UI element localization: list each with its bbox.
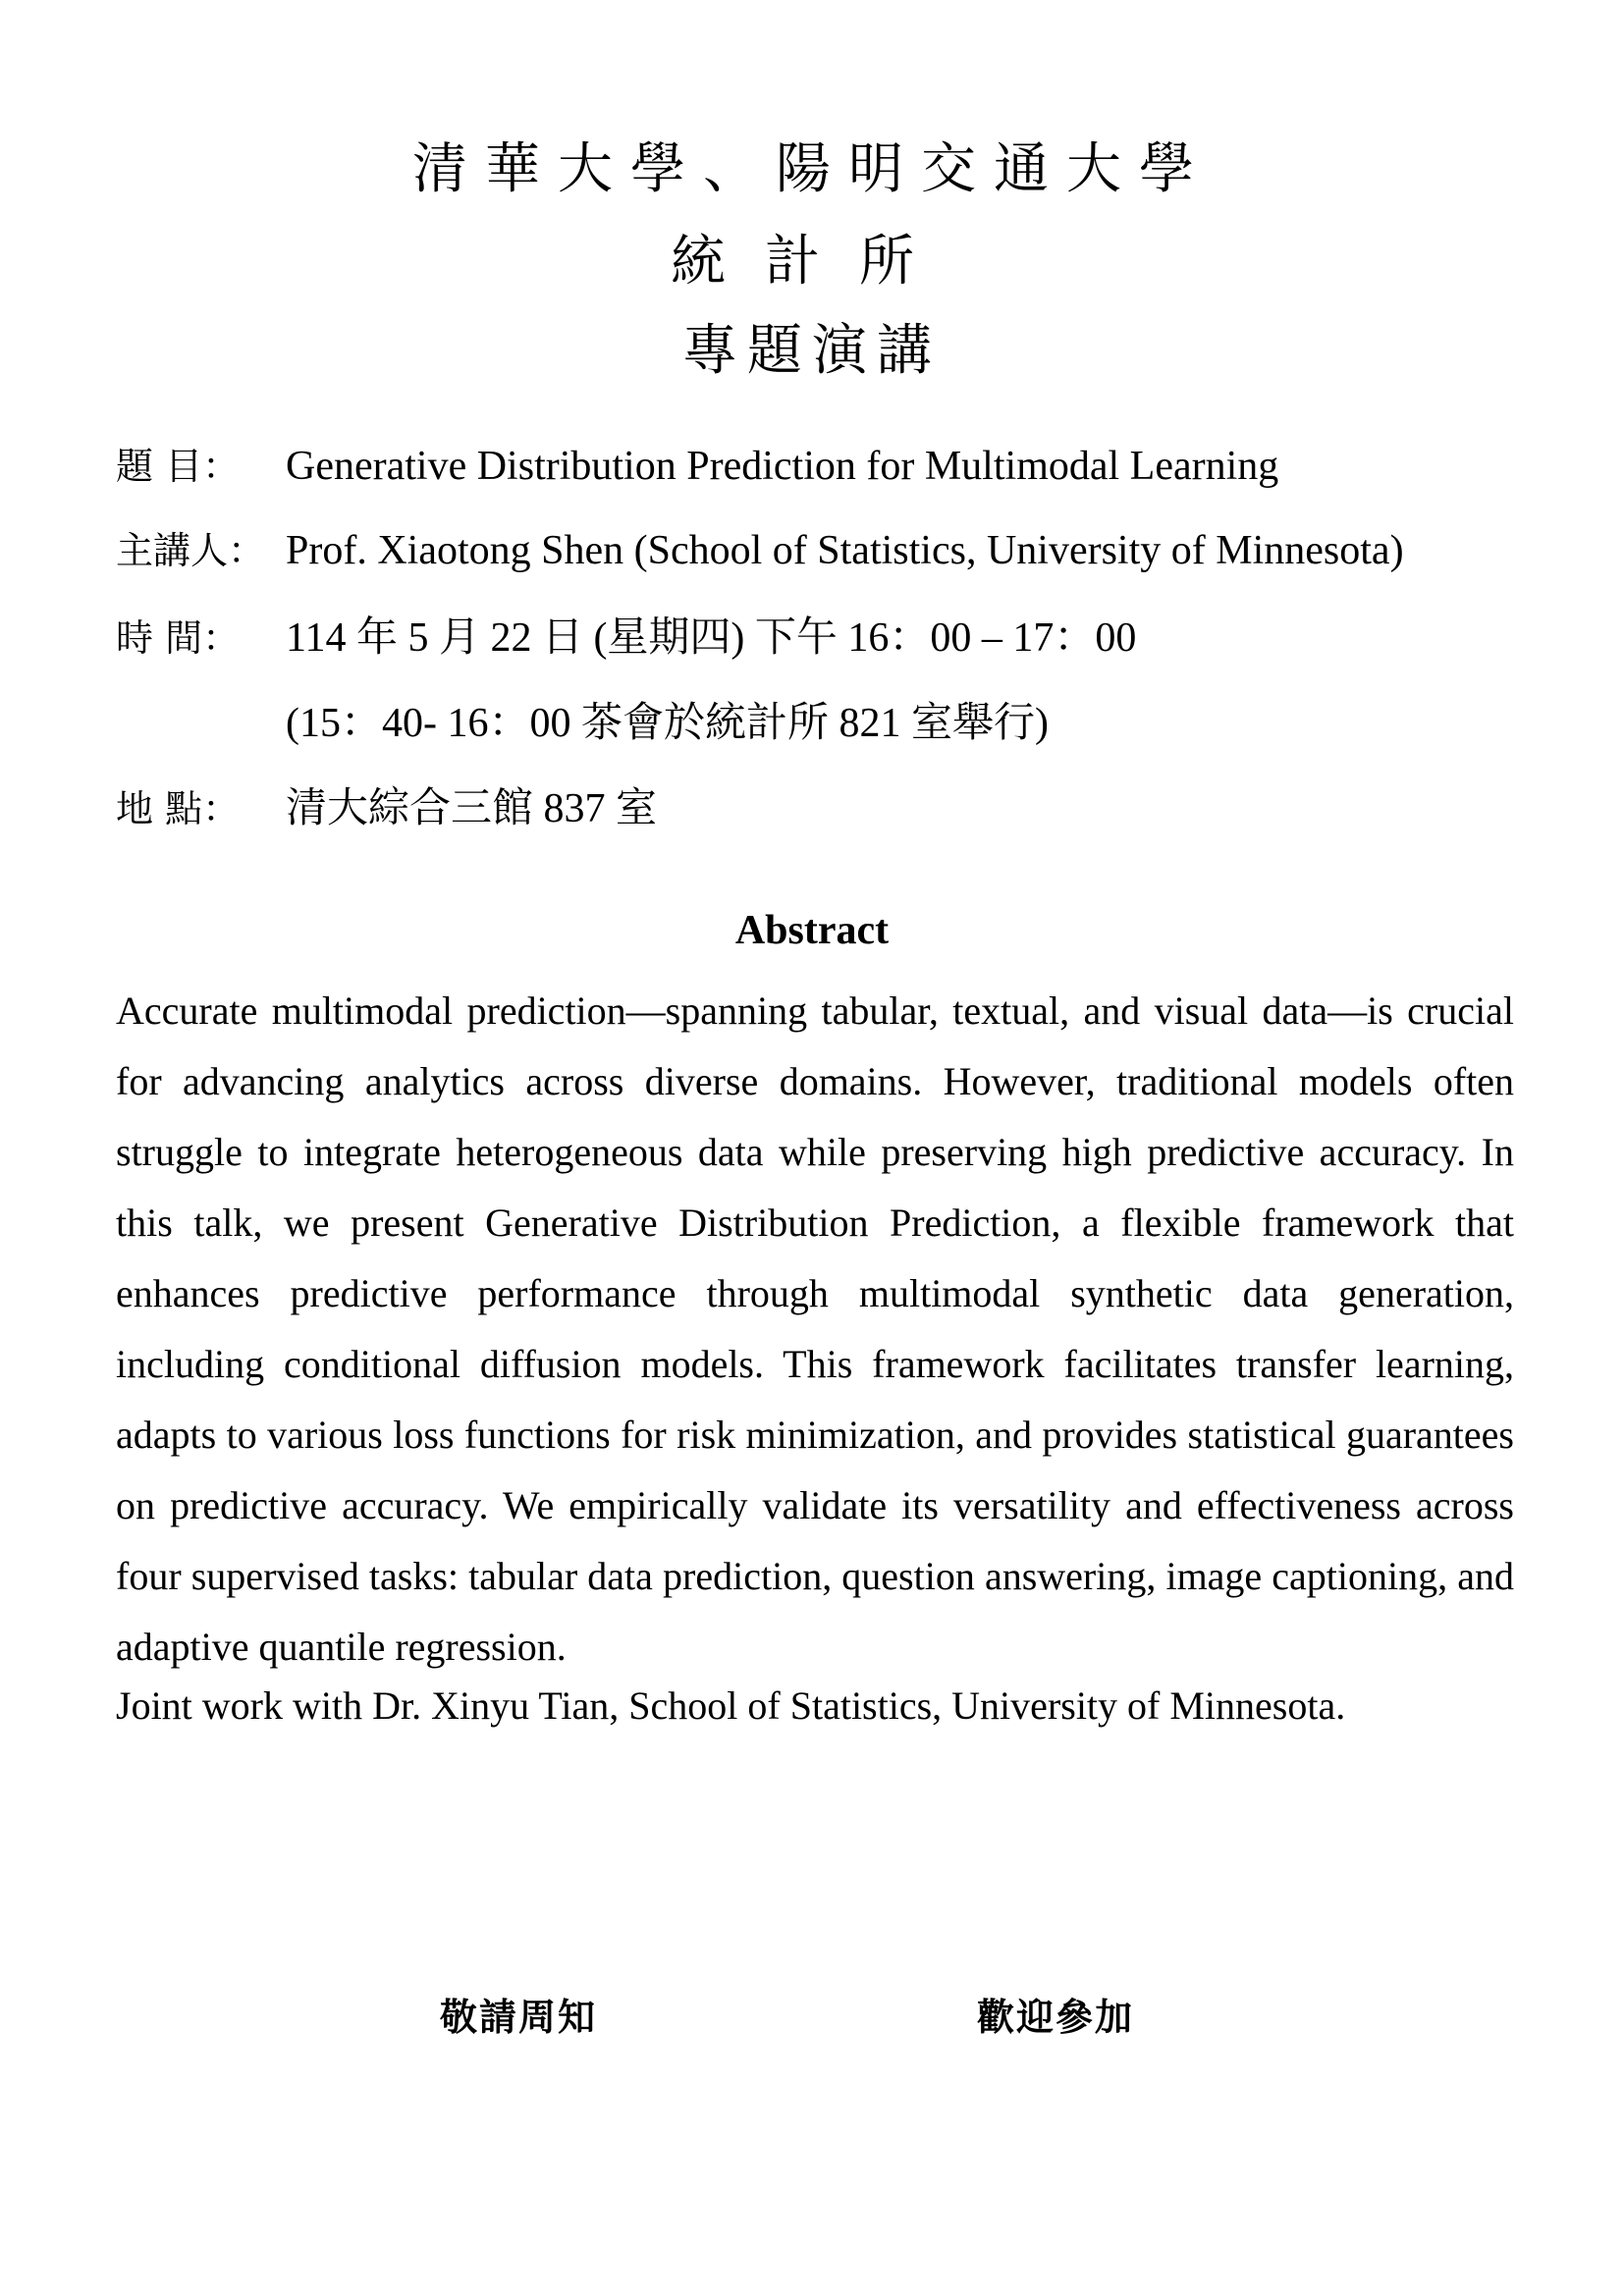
closing-notice-right: 歡迎參加 (977, 1996, 1135, 2039)
abstract-body: Accurate multimodal prediction—spanning tabular, textual, and visual data—is crucial for advancing analytics across diverse domains. However, traditional models often struggle to integrate heterogeneous data while preserving high predictive accuracy. In this talk, we present Generative Distribution Prediction, a flexible framework that enhances predictive performance through multimodal synthetic data generation, including conditional diffusion models. This framework facilitates transfer learning, adapts to various loss functions for risk minimization, and provides statistical guarantees on predictive accuracy. We empirically validate its versatility and effectiveness across four supervised tasks: tabular data prediction, question answering, image captioning, and adaptive quantile regression. (116, 988, 1514, 1669)
institute-title: 統計所 (671, 230, 953, 294)
place-label: 地 點： (116, 787, 241, 830)
topic-row (116, 436, 1278, 490)
place-value: 清大綜合三館 837 室 (286, 786, 658, 831)
speaker-value: Prof. Xiaotong Shen (School of Statistics, University of Minnesota) (286, 528, 1404, 573)
topic-label: 題 目： (116, 445, 241, 488)
topic-value: Generative Distribution Prediction for Multimodal Learning (286, 444, 1279, 489)
university-title: 清華大學、陽明交通大學 (412, 137, 1212, 201)
speaker-label: 主講人： (116, 529, 266, 572)
tea-note-row (286, 690, 1049, 749)
abstract-heading: Abstract (734, 908, 890, 953)
closing-notice-left: 敬請周知 (440, 1996, 598, 2039)
time-row (116, 605, 1136, 664)
time-label: 時 間： (116, 616, 241, 660)
place-row (116, 775, 657, 834)
tea-note: (15：40- 16：00 茶會於統計所 821 室舉行) (286, 701, 1049, 746)
seminar-title: 專題演講 (682, 319, 942, 383)
speaker-row (116, 520, 1404, 574)
time-value: 114 年 5 月 22 日 (星期四) 下午 16：00 – 17：00 (286, 615, 1137, 661)
joint-work-note: Joint work with Dr. Xinyu Tian, School of Statistics, University of Minnesota. (116, 1683, 1346, 1728)
